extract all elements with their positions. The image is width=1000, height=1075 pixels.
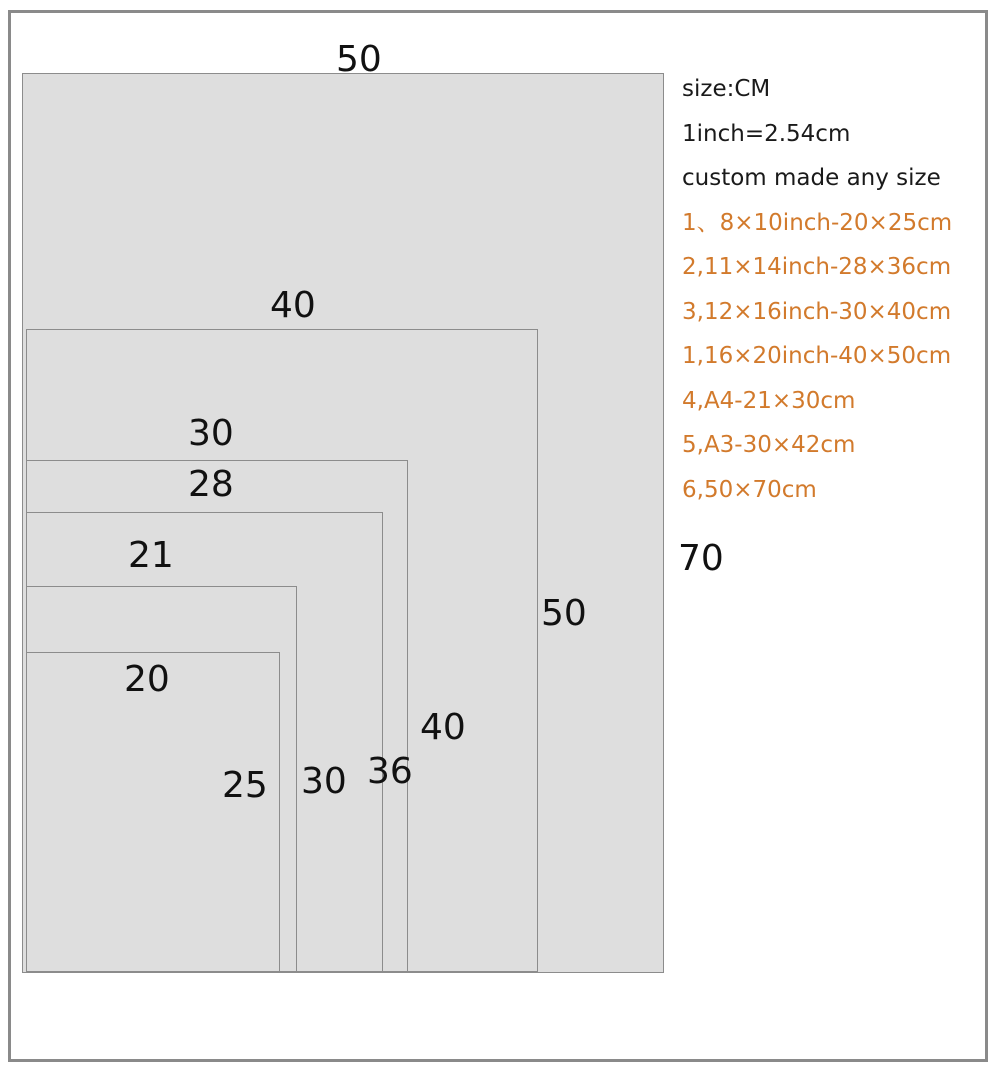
height-label-70: 70 [678,538,724,579]
size-item: 3,12×16inch-30×40cm [682,298,952,325]
width-label-20: 20 [124,659,170,700]
width-label-28: 28 [188,464,234,505]
size-item: 4,A4-21×30cm [682,387,856,414]
width-label-30: 30 [188,413,234,454]
rect-20x25 [26,652,280,972]
note-custom-size: custom made any size [682,165,941,191]
size-item: 2,11×14inch-28×36cm [682,254,952,280]
size-item: 5,A3-30×42cm [682,432,856,458]
size-info-panel [682,67,952,512]
width-label-40: 40 [270,285,316,326]
height-label-25: 25 [222,765,268,806]
height-label-40: 40 [420,707,466,748]
height-label-30: 30 [301,761,347,802]
note-unit: size:CM [682,76,771,102]
note-inch-conversion: 1inch=2.54cm [682,120,851,147]
height-label-36: 36 [367,751,413,792]
size-item: 6,50×70cm [682,476,817,503]
size-item: 1,16×20inch-40×50cm [682,343,952,369]
height-label-50: 50 [541,593,587,634]
width-label-50: 50 [336,39,382,80]
width-label-21: 21 [128,535,174,576]
size-item: 1、8×10inch-20×25cm [682,209,953,236]
